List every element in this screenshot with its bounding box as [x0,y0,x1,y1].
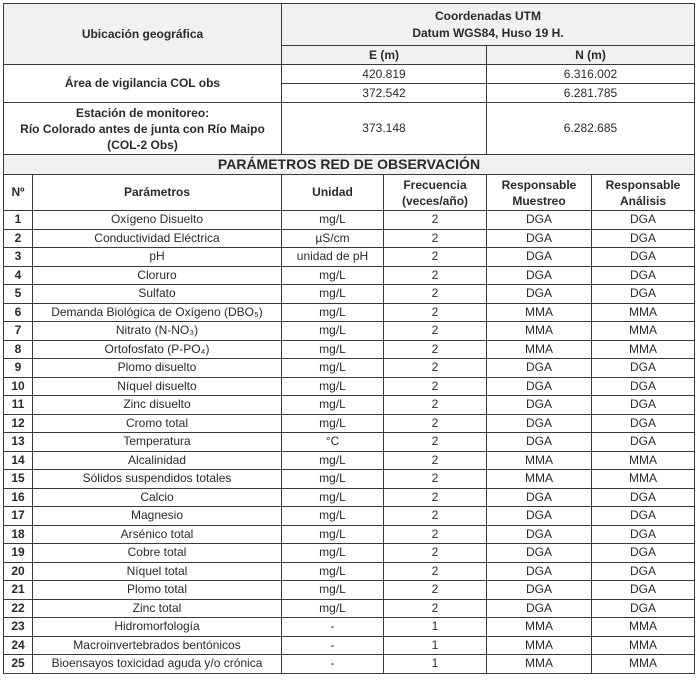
row-number: 18 [4,525,33,544]
row-frequency: 2 [384,581,487,600]
coords-title-line1: Coordenadas UTM [434,8,541,23]
table-row [4,470,695,489]
row-unit: unidad de pH [282,248,384,267]
monitoring-table [3,3,695,674]
row-resp-muestreo: MMA [487,655,592,674]
row-resp-muestreo: MMA [487,636,592,655]
row-resp-muestreo: DGA [487,229,592,248]
row-resp-analisis: DGA [592,433,695,452]
coords-title [282,4,695,46]
row-unit: - [282,655,384,674]
row-resp-muestreo: DGA [487,433,592,452]
row-resp-muestreo: DGA [487,525,592,544]
row-unit: mg/L [282,525,384,544]
row-resp-analisis: DGA [592,266,695,285]
row-resp-analisis: DGA [592,414,695,433]
row-resp-analisis: DGA [592,525,695,544]
row-resp-muestreo: MMA [487,303,592,322]
col-header-resp-analisis-line1: Responsable [605,177,681,192]
row-frequency: 2 [384,340,487,359]
row-parameter: Zinc disuelto [33,396,282,415]
table-row [4,396,695,415]
station-n: 6.282.685 [487,103,695,155]
table-row [4,303,695,322]
row-unit: mg/L [282,599,384,618]
row-unit: mg/L [282,340,384,359]
row-parameter: Sólidos suspendidos totales [33,470,282,489]
area-point1-n: 6.316.002 [487,65,695,84]
table-row [4,211,695,230]
row-resp-muestreo: DGA [487,507,592,526]
row-resp-analisis: DGA [592,507,695,526]
row-unit: mg/L [282,359,384,378]
col-header-resp-muestreo-line1: Responsable [501,177,577,192]
row-frequency: 1 [384,636,487,655]
row-unit: - [282,636,384,655]
row-frequency: 2 [384,322,487,341]
station-name-line3: (COL-2 Obs) [107,137,178,152]
area-point2-e: 372.542 [282,84,487,103]
row-frequency: 2 [384,414,487,433]
row-resp-analisis: DGA [592,488,695,507]
row-number: 21 [4,581,33,600]
table-row [4,525,695,544]
row-parameter: Demanda Biológica de Oxígeno (DBO₅) [33,303,282,322]
row-resp-muestreo: DGA [487,266,592,285]
row-unit: mg/L [282,396,384,415]
row-resp-analisis: DGA [592,248,695,267]
row-parameter: Ortofosfato (P-PO₄) [33,340,282,359]
row-number: 23 [4,618,33,637]
row-number: 7 [4,322,33,341]
row-frequency: 2 [384,525,487,544]
row-unit: mg/L [282,544,384,563]
table-row [4,433,695,452]
col-header-freq-line1: Frecuencia [403,177,467,192]
row-number: 3 [4,248,33,267]
col-header-resp-muestreo [487,175,592,211]
row-unit: mg/L [282,377,384,396]
row-number: 11 [4,396,33,415]
table-row [4,488,695,507]
row-resp-muestreo: MMA [487,322,592,341]
row-frequency: 2 [384,248,487,267]
row-resp-analisis: MMA [592,322,695,341]
table-row [4,451,695,470]
table-row [4,655,695,674]
row-resp-muestreo: DGA [487,414,592,433]
area-point1-e: 420.819 [282,65,487,84]
row-resp-analisis: DGA [592,285,695,304]
row-frequency: 2 [384,359,487,378]
row-number: 19 [4,544,33,563]
row-number: 20 [4,562,33,581]
table-row [4,414,695,433]
row-number: 10 [4,377,33,396]
table-row [4,285,695,304]
row-frequency: 2 [384,544,487,563]
row-unit: mg/L [282,414,384,433]
station-e: 373.148 [282,103,487,155]
table-row [4,562,695,581]
table-row [4,377,695,396]
row-number: 22 [4,599,33,618]
row-frequency: 2 [384,507,487,526]
section-title: PARÁMETROS RED DE OBSERVACIÓN [4,155,695,175]
row-resp-analisis: DGA [592,581,695,600]
row-frequency: 1 [384,618,487,637]
row-number: 1 [4,211,33,230]
col-header-param: Parámetros [33,175,282,211]
row-parameter: Níquel disuelto [33,377,282,396]
row-resp-analisis: MMA [592,451,695,470]
row-parameter: Alcalinidad [33,451,282,470]
row-parameter: pH [33,248,282,267]
col-header-freq-line2: (veces/año) [401,193,469,208]
location-header-text: Ubicación geográfica [81,26,204,41]
row-frequency: 2 [384,211,487,230]
row-unit: mg/L [282,470,384,489]
row-resp-muestreo: MMA [487,470,592,489]
row-resp-analisis: MMA [592,636,695,655]
row-number: 5 [4,285,33,304]
table-row [4,636,695,655]
row-resp-muestreo: DGA [487,396,592,415]
row-parameter: Cloruro [33,266,282,285]
row-resp-analisis: DGA [592,562,695,581]
location-header-label [4,4,282,65]
row-frequency: 2 [384,433,487,452]
row-number: 25 [4,655,33,674]
row-resp-muestreo: DGA [487,359,592,378]
row-number: 15 [4,470,33,489]
row-resp-analisis: MMA [592,303,695,322]
row-unit: mg/L [282,451,384,470]
row-parameter: Calcio [33,488,282,507]
row-number: 9 [4,359,33,378]
row-resp-muestreo: DGA [487,581,592,600]
row-frequency: 2 [384,377,487,396]
row-number: 8 [4,340,33,359]
row-resp-muestreo: DGA [487,599,592,618]
row-parameter: Sulfato [33,285,282,304]
coords-title-line2: Datum WGS84, Huso 19 H. [412,25,564,40]
row-resp-analisis: MMA [592,655,695,674]
row-frequency: 2 [384,562,487,581]
station-name-line1: Estación de monitoreo: [75,105,210,120]
row-unit: mg/L [282,562,384,581]
row-parameter: Conductividad Eléctrica [33,229,282,248]
station-name [4,103,282,155]
table-row [4,581,695,600]
table-row [4,248,695,267]
col-header-resp-analisis [592,175,695,211]
table-row [4,618,695,637]
row-resp-muestreo: DGA [487,211,592,230]
row-parameter: Temperatura [33,433,282,452]
row-resp-muestreo: MMA [487,451,592,470]
row-resp-analisis: DGA [592,396,695,415]
row-parameter: Macroinvertebrados bentónicos [33,636,282,655]
row-unit: mg/L [282,211,384,230]
table-row [4,340,695,359]
row-parameter: Hidromorfología [33,618,282,637]
row-parameter: Níquel total [33,562,282,581]
row-number: 4 [4,266,33,285]
table-row [4,599,695,618]
row-frequency: 1 [384,655,487,674]
row-unit: °C [282,433,384,452]
row-number: 13 [4,433,33,452]
col-header-unit: Unidad [282,175,384,211]
row-unit: mg/L [282,285,384,304]
row-number: 14 [4,451,33,470]
e-header: E (m) [282,46,487,65]
row-unit: mg/L [282,507,384,526]
table-row [4,507,695,526]
row-parameter: Plomo disuelto [33,359,282,378]
parameter-rows [4,211,695,674]
station-name-line2: Río Colorado antes de junta con Río Maipo [20,121,265,136]
row-number: 6 [4,303,33,322]
row-resp-muestreo: MMA [487,618,592,637]
table-row [4,322,695,341]
row-resp-analisis: DGA [592,599,695,618]
row-unit: µS/cm [282,229,384,248]
row-frequency: 2 [384,599,487,618]
row-resp-analisis: MMA [592,470,695,489]
row-parameter: Cobre total [33,544,282,563]
row-parameter: Arsénico total [33,525,282,544]
row-frequency: 2 [384,451,487,470]
row-resp-muestreo: DGA [487,562,592,581]
row-number: 2 [4,229,33,248]
row-frequency: 2 [384,396,487,415]
row-resp-analisis: MMA [592,340,695,359]
row-parameter: Magnesio [33,507,282,526]
row-resp-analisis: DGA [592,229,695,248]
row-parameter: Bioensayos toxicidad aguda y/o crónica [33,655,282,674]
row-parameter: Nitrato (N-NO₃) [33,322,282,341]
row-resp-muestreo: DGA [487,248,592,267]
row-resp-analisis: DGA [592,211,695,230]
area-point2-n: 6.281.785 [487,84,695,103]
row-frequency: 2 [384,229,487,248]
row-resp-muestreo: DGA [487,544,592,563]
row-resp-muestreo: MMA [487,340,592,359]
row-resp-muestreo: DGA [487,377,592,396]
row-number: 12 [4,414,33,433]
col-header-resp-muestreo-line2: Muestreo [512,193,566,208]
col-header-num: Nº [4,175,33,211]
col-header-resp-analisis-line2: Análisis [619,193,667,208]
row-parameter: Cromo total [33,414,282,433]
table-row [4,229,695,248]
row-parameter: Zinc total [33,599,282,618]
row-resp-muestreo: DGA [487,488,592,507]
row-unit: mg/L [282,488,384,507]
table-row [4,359,695,378]
row-number: 17 [4,507,33,526]
row-unit: mg/L [282,266,384,285]
row-parameter: Oxígeno Disuelto [33,211,282,230]
row-resp-analisis: DGA [592,359,695,378]
row-parameter: Plomo total [33,581,282,600]
row-unit: - [282,618,384,637]
row-frequency: 2 [384,470,487,489]
row-number: 16 [4,488,33,507]
row-resp-muestreo: DGA [487,285,592,304]
table-row [4,544,695,563]
row-unit: mg/L [282,303,384,322]
area-vigilancia-name: Área de vigilancia COL obs [4,65,282,103]
n-header: N (m) [487,46,695,65]
row-frequency: 2 [384,303,487,322]
row-unit: mg/L [282,581,384,600]
row-resp-analisis: MMA [592,618,695,637]
row-frequency: 2 [384,266,487,285]
row-unit: mg/L [282,322,384,341]
row-frequency: 2 [384,285,487,304]
row-resp-analisis: DGA [592,544,695,563]
table-row [4,266,695,285]
row-frequency: 2 [384,488,487,507]
row-resp-analisis: DGA [592,377,695,396]
col-header-freq [384,175,487,211]
row-number: 24 [4,636,33,655]
